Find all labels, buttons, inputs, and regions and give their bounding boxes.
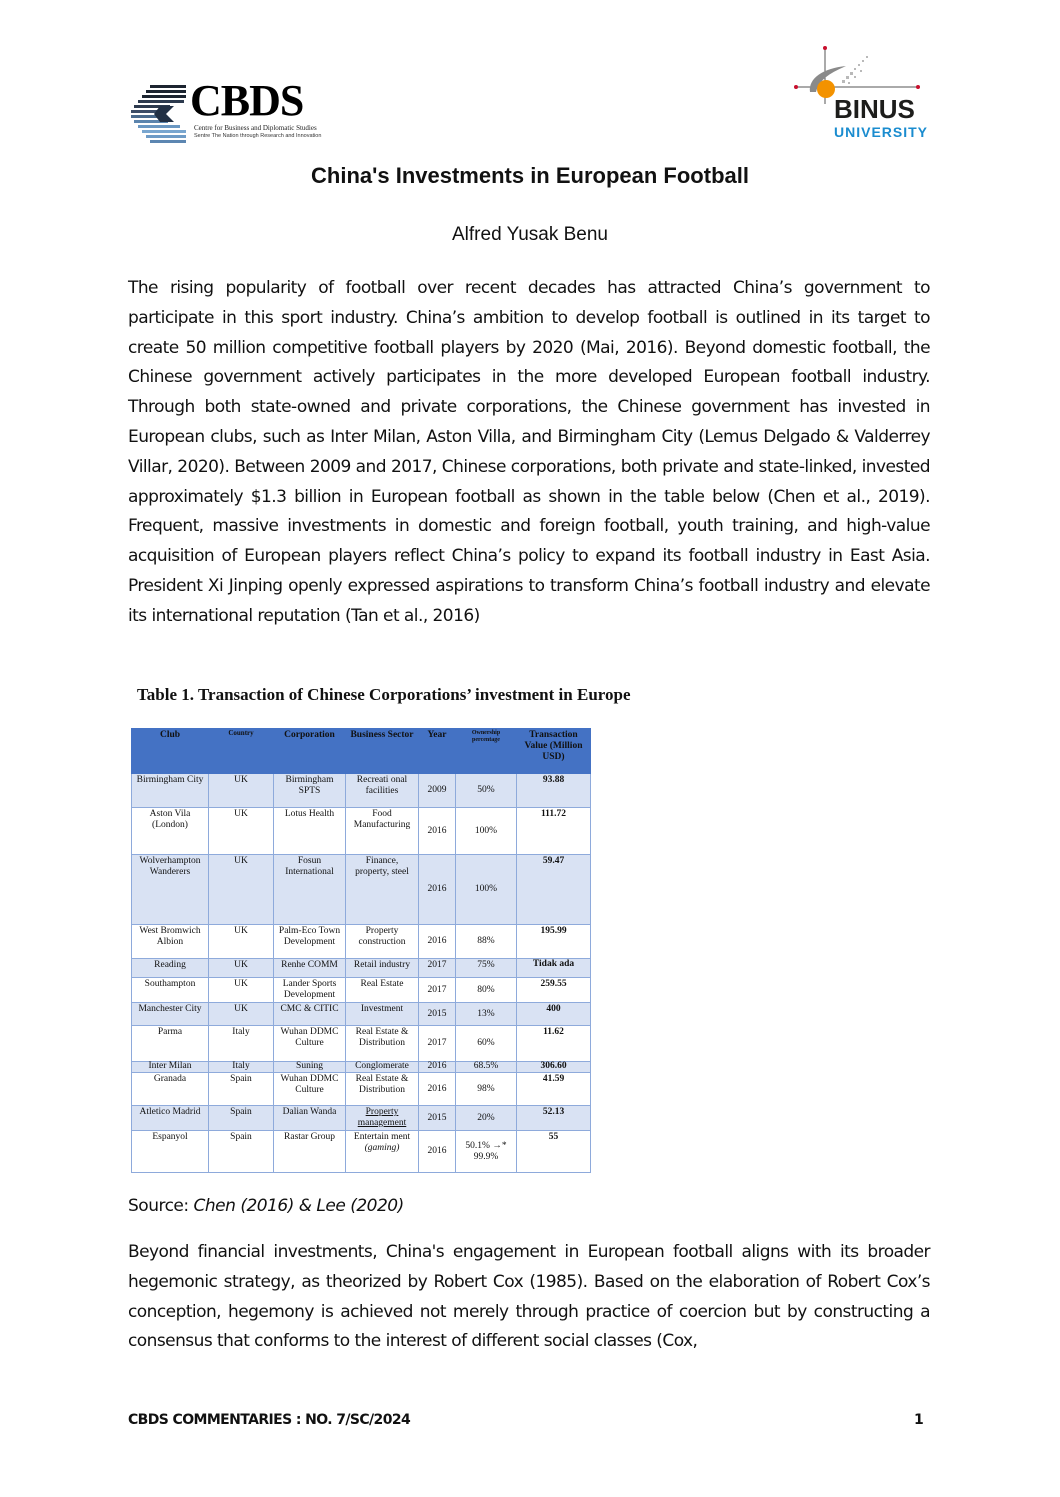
column-header-country: Country bbox=[209, 729, 274, 774]
binus-logo bbox=[788, 44, 948, 144]
cell-club: Southampton bbox=[132, 978, 209, 1003]
page-number: 1 bbox=[914, 1412, 924, 1428]
cell-country: UK bbox=[209, 925, 274, 959]
cell-country: UK bbox=[209, 959, 274, 978]
cell-year: 2017 bbox=[419, 1026, 456, 1062]
cbds-tagline: Sentre The Nation through Research and Innovation bbox=[194, 133, 322, 139]
cell-value: 41.59 bbox=[517, 1073, 591, 1106]
cell-corporation: Wuhan DDMC Culture bbox=[274, 1073, 346, 1106]
table-row bbox=[132, 959, 591, 978]
investment-table bbox=[131, 728, 591, 1173]
cell-ownership: 20% bbox=[456, 1106, 517, 1131]
cell-sector: Real Estate & Distribution bbox=[346, 1073, 419, 1106]
cell-country: UK bbox=[209, 808, 274, 855]
column-header-business-sector: Business Sector bbox=[346, 729, 419, 774]
cell-sector: Property construction bbox=[346, 925, 419, 959]
cell-country: Italy bbox=[209, 1062, 274, 1073]
cell-club: Wolverhampton Wanderers bbox=[132, 855, 209, 925]
cell-sector: Finance, property, steel bbox=[346, 855, 419, 925]
cell-value: 52.13 bbox=[517, 1106, 591, 1131]
table-header-row bbox=[132, 729, 591, 774]
cell-club: Atletico Madrid bbox=[132, 1106, 209, 1131]
table-row bbox=[132, 978, 591, 1003]
cell-sector: Property management bbox=[346, 1106, 419, 1131]
table-row bbox=[132, 774, 591, 808]
table-row bbox=[132, 855, 591, 925]
cell-country: Spain bbox=[209, 1131, 274, 1173]
cell-ownership: 60% bbox=[456, 1026, 517, 1062]
cell-country: Italy bbox=[209, 1026, 274, 1062]
cell-value: 195.99 bbox=[517, 925, 591, 959]
body-paragraph-1: The rising popularity of football over recent decades has attracted China’s government to participate in this sport industry. China’s ambition to develop football is outlined in its target to create 50 million competitive football players by 2020 (Mai, 2016). Beyond domestic football, the Chinese government actively participates in the more developed European football industry. Through both state-owned and private corporations, the Chinese government has invested in European clubs, such as Inter Milan, Aston Villa, and Birmingham City (Lemus Delgado & Valderrey Villar, 2020). Between 2009 and 2017, Chinese corporations, both private and state-linked, invested approximately $1.3 billion in European football as shown in the table below (Chen et al., 2019). Frequent, massive investments in domestic and foreign football, youth training, and high-value acquisition of European players reflect China’s policy to expand its football industry in East Asia. President Xi Jinping openly expressed aspirations to transform China’s football industry and elevate its international reputation (Tan et al., 2016) bbox=[128, 278, 930, 626]
column-header-year: Year bbox=[419, 729, 456, 774]
cell-sector: Food Manufacturing bbox=[346, 808, 419, 855]
cell-corporation: Lotus Health bbox=[274, 808, 346, 855]
cell-sector bbox=[346, 1131, 419, 1173]
cell-country: UK bbox=[209, 774, 274, 808]
cell-corporation: Dalian Wanda bbox=[274, 1106, 346, 1131]
table-row bbox=[132, 808, 591, 855]
source-label: Source: bbox=[128, 1196, 194, 1216]
cell-value: 11.62 bbox=[517, 1026, 591, 1062]
cell-year: 2016 bbox=[419, 1131, 456, 1173]
table-row bbox=[132, 925, 591, 959]
table-caption: Table 1. Transaction of Chinese Corporations’ investment in Europe bbox=[137, 685, 631, 704]
cell-ownership: 88% bbox=[456, 925, 517, 959]
cell-sector-note: (gaming) bbox=[364, 1143, 400, 1153]
cell-ownership: 50.1% →* 99.9% bbox=[456, 1131, 517, 1173]
cbds-chevron-icon bbox=[130, 84, 188, 144]
document-title: China's Investments in European Football bbox=[311, 163, 749, 188]
cell-value: 259.55 bbox=[517, 978, 591, 1003]
column-header-ownership: Ownership percentage bbox=[456, 729, 517, 774]
cell-year: 2009 bbox=[419, 774, 456, 808]
cell-year: 2016 bbox=[419, 1073, 456, 1106]
cell-year: 2015 bbox=[419, 1003, 456, 1026]
cell-club: Parma bbox=[132, 1026, 209, 1062]
cell-year: 2017 bbox=[419, 959, 456, 978]
cell-club: Manchester City bbox=[132, 1003, 209, 1026]
cell-corporation: Fosun International bbox=[274, 855, 346, 925]
cell-value: 400 bbox=[517, 1003, 591, 1026]
cell-value: 306.60 bbox=[517, 1062, 591, 1073]
cell-corporation: Suning bbox=[274, 1062, 346, 1073]
column-header-corporation: Corporation bbox=[274, 729, 346, 774]
cell-value: 111.72 bbox=[517, 808, 591, 855]
cell-ownership: 98% bbox=[456, 1073, 517, 1106]
cell-corporation: Lander Sports Development bbox=[274, 978, 346, 1003]
cell-year: 2016 bbox=[419, 855, 456, 925]
cell-country: Spain bbox=[209, 1106, 274, 1131]
cell-ownership: 13% bbox=[456, 1003, 517, 1026]
cell-value: 93.88 bbox=[517, 774, 591, 808]
cell-corporation: Birmingham SPTS bbox=[274, 774, 346, 808]
cell-corporation: Wuhan DDMC Culture bbox=[274, 1026, 346, 1062]
body-paragraph-2: Beyond financial investments, China's engagement in European football aligns with its broader hegemonic strategy, as theorized by Robert Cox (1985). Based on the elaboration of Robert Cox’s conception, hegemony is achieved not merely through practice of coercion but by constructing a consensus that conforms to the interest of different social classes (Cox, bbox=[128, 1242, 930, 1352]
document-author: Alfred Yusak Benu bbox=[452, 224, 608, 245]
table-source bbox=[128, 1196, 404, 1216]
cell-country: UK bbox=[209, 978, 274, 1003]
cbds-subtitle: Centre for Business and Diplomatic Studies bbox=[194, 124, 317, 132]
cell-club: Birmingham City bbox=[132, 774, 209, 808]
cell-value: 59.47 bbox=[517, 855, 591, 925]
cell-corporation: Renhe COMM bbox=[274, 959, 346, 978]
binus-university-label: UNIVERSITY bbox=[834, 124, 929, 140]
cell-corporation: CMC & CITIC bbox=[274, 1003, 346, 1026]
cell-ownership: 50% bbox=[456, 774, 517, 808]
cell-value: 55 bbox=[517, 1131, 591, 1173]
cell-ownership: 68.5% bbox=[456, 1062, 517, 1073]
cell-sector: Investment bbox=[346, 1003, 419, 1026]
cell-ownership: 100% bbox=[456, 808, 517, 855]
cell-year: 2017 bbox=[419, 978, 456, 1003]
cell-sector: Retail industry bbox=[346, 959, 419, 978]
table-row bbox=[132, 1106, 591, 1131]
column-header-club: Club bbox=[132, 729, 209, 774]
cell-country: Spain bbox=[209, 1073, 274, 1106]
cell-year: 2016 bbox=[419, 925, 456, 959]
cell-sector-text: Entertain ment bbox=[353, 1132, 411, 1142]
cell-country: UK bbox=[209, 1003, 274, 1026]
cell-corporation: Palm-Eco Town Development bbox=[274, 925, 346, 959]
cell-ownership: 80% bbox=[456, 978, 517, 1003]
cell-sector: Real Estate & Distribution bbox=[346, 1026, 419, 1062]
cbds-wordmark: CBDS bbox=[190, 76, 304, 125]
table-row bbox=[132, 1003, 591, 1026]
cell-year: 2015 bbox=[419, 1106, 456, 1131]
footer-series: CBDS COMMENTARIES : NO. 7/SC/2024 bbox=[128, 1412, 411, 1428]
cell-year: 2016 bbox=[419, 1062, 456, 1073]
cell-sector: Recreati onal facilities bbox=[346, 774, 419, 808]
cell-club: Reading bbox=[132, 959, 209, 978]
cbds-logo bbox=[130, 76, 340, 146]
source-citation: Chen (2016) & Lee (2020) bbox=[193, 1196, 404, 1216]
table-row bbox=[132, 1026, 591, 1062]
cell-ownership: 100% bbox=[456, 855, 517, 925]
table-row bbox=[132, 1131, 591, 1173]
cell-club: Aston Vila (London) bbox=[132, 808, 209, 855]
cell-year: 2016 bbox=[419, 808, 456, 855]
table-row bbox=[132, 1073, 591, 1106]
cell-club: West Bromwich Albion bbox=[132, 925, 209, 959]
binus-wordmark: BINUS bbox=[834, 94, 915, 124]
cell-corporation: Rastar Group bbox=[274, 1131, 346, 1173]
table-row bbox=[132, 1062, 591, 1073]
cell-sector: Conglomerate bbox=[346, 1062, 419, 1073]
cell-club: Granada bbox=[132, 1073, 209, 1106]
cell-club: Inter Milan bbox=[132, 1062, 209, 1073]
cell-country: UK bbox=[209, 855, 274, 925]
cell-club: Espanyol bbox=[132, 1131, 209, 1173]
cell-sector: Real Estate bbox=[346, 978, 419, 1003]
column-header-transaction-value: Transaction Value (Million USD) bbox=[517, 729, 591, 774]
cell-value: Tidak ada bbox=[517, 959, 591, 978]
cell-ownership: 75% bbox=[456, 959, 517, 978]
